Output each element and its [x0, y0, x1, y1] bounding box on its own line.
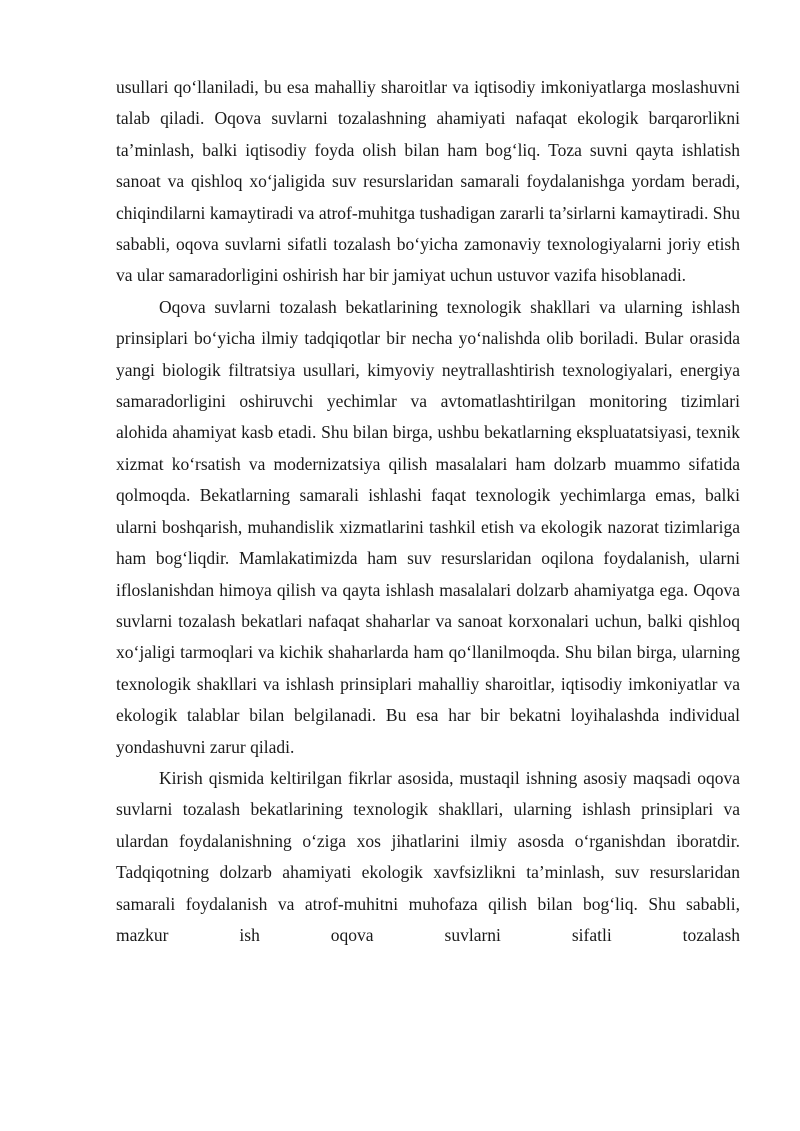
document-page [116, 72, 740, 951]
paragraph-3: Kirish qismida keltirilgan fikrlar asosida, mustaqil ishning asosiy maqsadi oqova suvlarni tozalash bekatlarining texnologik shakllari, ularning ishlash prinsiplari va ulardan foydalanishning o‘ziga xos jihatlarini ilmiy asosda o‘rganishdan iboratdir. Tadqiqotning dolzarb ahamiyati ekologik xavfsizlikni ta’minlash, suv resurslaridan samarali foydalanish va atrof-muhitni muhofaza qilish bilan bog‘liq. Shu sababli, mazkur ish oqova suvlarni sifatli tozalash [116, 767, 740, 945]
paragraph-1: usullari qo‘llaniladi, bu esa mahalliy sharoitlar va iqtisodiy imkoniyatlarga moslashuvni talab qiladi. Oqova suvlarni tozalashning ahamiyati nafaqat ekologik barqarorlikni ta’minlash, balki iqtisodiy foyda olish bilan ham bog‘liq. Toza suvni qayta ishlatish sanoat va qishloq xo‘jaligida suv resurslaridan samarali foydalanishga yordam beradi, chiqindilarni kamaytiradi va atrof-muhitga tushadigan zararli ta’sirlarni kamaytiradi. Shu sababli, oqova suvlarni sifatli tozalash bo‘yicha zamonaviy texnologiyalarni joriy etish va ular samaradorligini oshirish har bir jamiyat uchun ustuvor vazifa hisoblanadi. [116, 77, 740, 286]
paragraph-2: Oqova suvlarni tozalash bekatlarining texnologik shakllari va ularning ishlash prinsiplari bo‘yicha ilmiy tadqiqotlar bir necha yo‘nalishda olib boriladi. Bular orasida yangi biologik filtratsiya usullari, kimyoviy neytrallashtirish texnologiyalari, energiya samaradorligini oshiruvchi yechimlar va avtomatlashtirilgan monitoring tizimlari alohida ahamiyat kasb etadi. Shu bilan birga, ushbu bekatlarning ekspluatatsiyasi, texnik xizmat ko‘rsatish va modernizatsiya qilish masalalari ham dolzarb muammo sifatida qolmoqda. Bekatlarning samarali ishlashi faqat texnologik yechimlarga emas, balki ularni boshqarish, muhandislik xizmatlarini tashkil etish va ekologik nazorat tizimlariga ham bog‘liqdir. Mamlakatimizda ham suv resurslaridan oqilona foydalanish, ularni ifloslanishdan himoya qilish va qayta ishlash masalalari dolzarb ahamiyatga ega. Oqova suvlarni tozalash bekatlari nafaqat shaharlar va sanoat korxonalari uchun, balki qishloq xo‘jaligi tarmoqlari va kichik shaharlarda ham qo‘llanilmoqda. Shu bilan birga, ularning texnologik shakllari va ishlash prinsiplari mahalliy sharoitlar, iqtisodiy imkoniyatlar va ekologik talablar bilan belgilanadi. Bu esa har bir bekatni loyihalashda individual yondashuvni zarur qiladi. [116, 296, 740, 757]
